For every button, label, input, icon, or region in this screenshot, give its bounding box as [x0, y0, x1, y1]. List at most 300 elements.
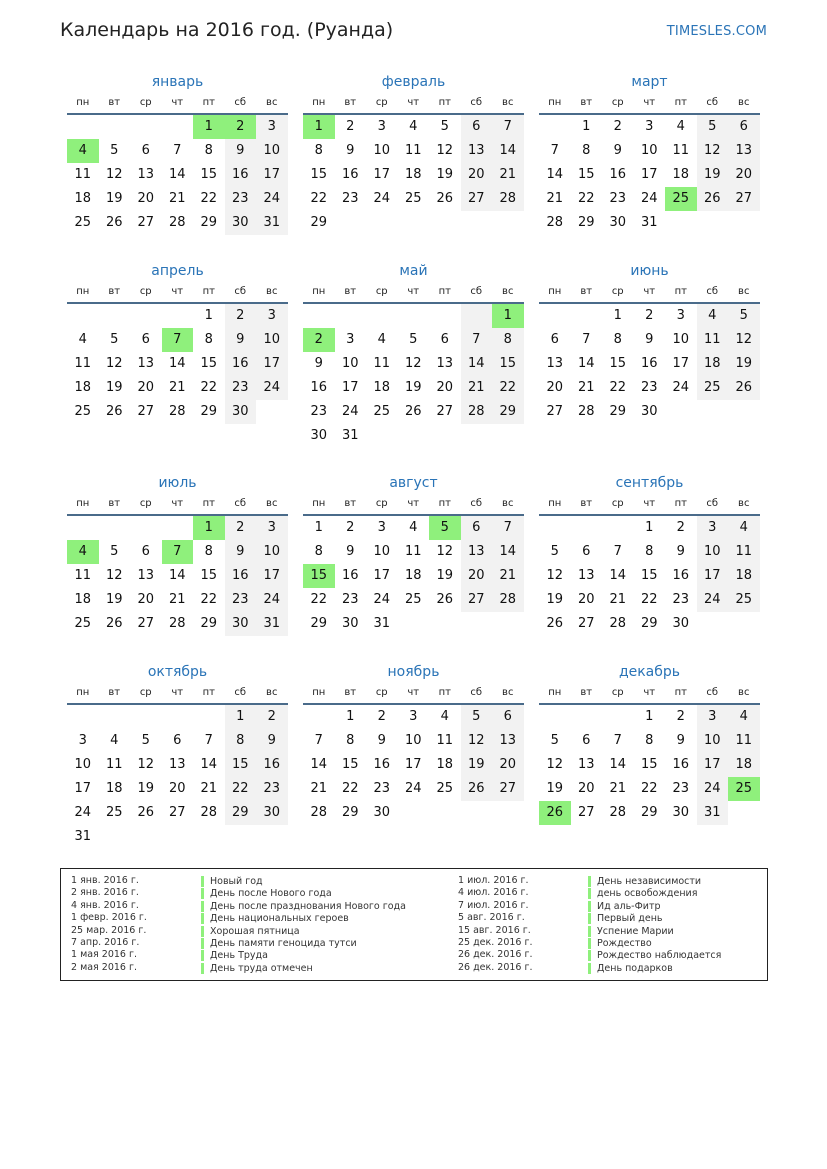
- day-cell: 20: [137, 592, 155, 607]
- day-cell: 2: [303, 328, 335, 352]
- day-cell: 28: [492, 187, 524, 211]
- holiday-date: 2 мая 2016 г.: [71, 961, 137, 973]
- day-cell: 13: [137, 568, 155, 583]
- day-cell: 16: [225, 564, 257, 588]
- holiday-name: День после празднования Нового года: [201, 901, 406, 912]
- day-cell: 14: [461, 352, 493, 376]
- holiday-date: 4 янв. 2016 г.: [71, 899, 139, 911]
- empty-cell: [130, 705, 162, 729]
- day-cell: 7: [613, 733, 622, 748]
- day-cell: 27: [492, 777, 524, 801]
- day-cell: 6: [141, 332, 150, 347]
- day-cell: 26: [728, 376, 760, 400]
- day-cell: 13: [436, 356, 454, 371]
- day-cell: 15: [609, 356, 627, 371]
- day-cell: 3: [697, 516, 729, 540]
- weekday-label: вт: [580, 687, 593, 698]
- day-cell: 9: [314, 356, 323, 371]
- day-cell: 7: [314, 733, 323, 748]
- day-cell: 18: [672, 167, 690, 182]
- day-cell: 1: [645, 520, 654, 535]
- day-cell: 7: [550, 143, 559, 158]
- day-cell: 26: [436, 191, 454, 206]
- holiday-date: 26 дек. 2016 г.: [458, 961, 533, 973]
- day-cell: 23: [256, 777, 288, 801]
- day-cell: 17: [256, 163, 288, 187]
- weekday-label: вт: [344, 286, 357, 297]
- day-cell: 31: [341, 428, 359, 443]
- day-cell: 20: [492, 753, 524, 777]
- empty-cell: [99, 705, 131, 729]
- day-cell: 19: [137, 781, 155, 796]
- day-cell: 2: [346, 520, 355, 535]
- day-cell: 6: [440, 332, 449, 347]
- holiday-date: 7 апр. 2016 г.: [71, 936, 140, 948]
- days-grid: [67, 516, 288, 636]
- day-cell: 19: [546, 592, 564, 607]
- day-cell: 28: [609, 616, 627, 631]
- day-cell: 12: [105, 356, 123, 371]
- holiday-date: 25 мар. 2016 г.: [71, 924, 147, 936]
- day-cell: 11: [672, 143, 690, 158]
- day-cell: 16: [609, 167, 627, 182]
- day-cell: 3: [697, 705, 729, 729]
- empty-cell: [429, 304, 461, 328]
- day-cell: 13: [577, 568, 595, 583]
- days-grid: [303, 516, 524, 636]
- day-cell: 16: [672, 568, 690, 583]
- day-cell: 24: [640, 191, 658, 206]
- weekday-label: пн: [312, 687, 326, 698]
- day-cell: 22: [200, 592, 218, 607]
- day-cell: 13: [461, 139, 493, 163]
- weekday-label: ср: [139, 97, 152, 108]
- month-block: [67, 260, 288, 424]
- day-cell: 18: [74, 592, 92, 607]
- day-cell: 20: [168, 781, 186, 796]
- weekday-header: [539, 494, 760, 516]
- day-cell: 3: [676, 308, 685, 323]
- holiday-date: 25 дек. 2016 г.: [458, 936, 533, 948]
- day-cell: 27: [728, 187, 760, 211]
- day-cell: 8: [645, 544, 654, 559]
- day-cell: 3: [645, 119, 654, 134]
- day-cell: 8: [204, 143, 213, 158]
- day-cell: 19: [105, 191, 123, 206]
- day-cell: 13: [461, 540, 493, 564]
- day-cell: 28: [168, 616, 186, 631]
- weekday-header: [539, 93, 760, 115]
- day-cell: 25: [697, 376, 729, 400]
- month-name: март: [631, 74, 668, 90]
- day-cell: 21: [200, 781, 218, 796]
- weekday-label: сб: [470, 286, 483, 297]
- day-cell: 17: [640, 167, 658, 182]
- day-cell: 30: [672, 616, 690, 631]
- days-grid: [303, 115, 524, 235]
- day-cell: 3: [409, 709, 418, 724]
- day-cell: 5: [110, 143, 119, 158]
- day-cell: 30: [225, 400, 257, 424]
- day-cell: 22: [577, 191, 595, 206]
- empty-cell: [398, 304, 430, 328]
- day-cell: 20: [728, 163, 760, 187]
- day-cell: 13: [546, 356, 564, 371]
- empty-cell: [162, 705, 194, 729]
- day-cell: 17: [404, 757, 422, 772]
- weekday-header: [539, 282, 760, 304]
- weekday-label: чт: [643, 97, 656, 108]
- day-cell: 22: [640, 592, 658, 607]
- day-cell: 26: [539, 801, 571, 825]
- day-cell: 25: [373, 404, 391, 419]
- day-cell: 13: [137, 167, 155, 182]
- day-cell: 20: [577, 781, 595, 796]
- day-cell: 15: [640, 757, 658, 772]
- day-cell: 29: [341, 805, 359, 820]
- day-cell: 16: [225, 352, 257, 376]
- day-cell: 26: [105, 404, 123, 419]
- day-cell: 30: [225, 211, 257, 235]
- day-cell: 25: [74, 616, 92, 631]
- day-cell: 17: [256, 352, 288, 376]
- day-cell: 4: [409, 119, 418, 134]
- day-cell: 12: [105, 167, 123, 182]
- holiday-date: 15 авг. 2016 г.: [458, 924, 531, 936]
- day-cell: 14: [609, 757, 627, 772]
- weekday-label: пт: [438, 498, 451, 509]
- day-cell: 11: [74, 356, 92, 371]
- empty-cell: [303, 304, 335, 328]
- month-name: август: [389, 475, 438, 491]
- day-cell: 31: [640, 215, 658, 230]
- month-name: октябрь: [147, 664, 208, 680]
- day-cell: 30: [341, 616, 359, 631]
- weekday-label: чт: [171, 498, 184, 509]
- day-cell: 8: [613, 332, 622, 347]
- empty-cell: [303, 705, 335, 729]
- day-cell: 17: [697, 753, 729, 777]
- month-name: сентябрь: [615, 475, 684, 491]
- weekday-label: сб: [234, 97, 247, 108]
- weekday-label: ср: [611, 687, 624, 698]
- day-cell: 27: [137, 616, 155, 631]
- empty-cell: [602, 705, 634, 729]
- day-cell: 16: [672, 757, 690, 772]
- weekday-label: пн: [548, 97, 562, 108]
- day-cell: 9: [256, 729, 288, 753]
- day-cell: 17: [256, 564, 288, 588]
- empty-cell: [99, 115, 131, 139]
- days-grid: [67, 705, 288, 849]
- holiday-date: 2 янв. 2016 г.: [71, 887, 139, 899]
- weekday-header: [67, 93, 288, 115]
- day-cell: 5: [550, 733, 559, 748]
- day-cell: 24: [256, 376, 288, 400]
- weekday-label: вс: [738, 97, 750, 108]
- day-cell: 10: [373, 143, 391, 158]
- empty-cell: [99, 516, 131, 540]
- day-cell: 12: [728, 328, 760, 352]
- weekday-label: ср: [375, 498, 388, 509]
- day-cell: 24: [373, 191, 391, 206]
- month-block: [67, 472, 288, 636]
- day-cell: 17: [373, 167, 391, 182]
- day-cell: 15: [225, 753, 257, 777]
- holiday-name: День национальных героев: [201, 913, 349, 924]
- day-cell: 20: [577, 592, 595, 607]
- day-cell: 29: [225, 801, 257, 825]
- day-cell: 15: [303, 564, 335, 588]
- day-cell: 9: [225, 540, 257, 564]
- day-cell: 8: [645, 733, 654, 748]
- day-cell: 14: [492, 540, 524, 564]
- day-cell: 27: [577, 616, 595, 631]
- day-cell: 24: [373, 592, 391, 607]
- day-cell: 11: [105, 757, 123, 772]
- empty-cell: [67, 304, 99, 328]
- day-cell: 19: [461, 753, 493, 777]
- day-cell: 1: [303, 115, 335, 139]
- weekday-label: ср: [611, 286, 624, 297]
- weekday-label: вт: [344, 498, 357, 509]
- day-cell: 15: [200, 568, 218, 583]
- day-cell: 1: [582, 119, 591, 134]
- day-cell: 26: [697, 187, 729, 211]
- day-cell: 17: [672, 356, 690, 371]
- empty-cell: [130, 304, 162, 328]
- month-block: [303, 71, 524, 235]
- weekday-label: чт: [171, 687, 184, 698]
- day-cell: 17: [697, 564, 729, 588]
- day-cell: 10: [256, 139, 288, 163]
- day-cell: 19: [404, 380, 422, 395]
- day-cell: 27: [546, 404, 564, 419]
- weekday-header: [539, 683, 760, 705]
- day-cell: 5: [440, 119, 449, 134]
- day-cell: 20: [546, 380, 564, 395]
- day-cell: 7: [492, 516, 524, 540]
- day-cell: 24: [697, 777, 729, 801]
- month-name: апрель: [151, 263, 204, 279]
- day-cell: 28: [546, 215, 564, 230]
- weekday-label: вт: [344, 97, 357, 108]
- holiday-name: день освобождения: [588, 888, 697, 899]
- day-cell: 7: [461, 328, 493, 352]
- day-cell: 25: [728, 588, 760, 612]
- day-cell: 16: [225, 163, 257, 187]
- day-cell: 24: [256, 588, 288, 612]
- day-cell: 17: [373, 568, 391, 583]
- day-cell: 2: [256, 705, 288, 729]
- weekday-label: ср: [375, 286, 388, 297]
- day-cell: 16: [640, 356, 658, 371]
- day-cell: 7: [204, 733, 213, 748]
- weekday-label: чт: [171, 286, 184, 297]
- day-cell: 11: [728, 540, 760, 564]
- day-cell: 19: [436, 167, 454, 182]
- days-grid: [303, 304, 524, 448]
- day-cell: 6: [461, 115, 493, 139]
- day-cell: 6: [492, 705, 524, 729]
- day-cell: 29: [200, 616, 218, 631]
- day-cell: 21: [609, 592, 627, 607]
- day-cell: 13: [728, 139, 760, 163]
- weekday-label: сб: [706, 687, 719, 698]
- day-cell: 10: [697, 729, 729, 753]
- day-cell: 28: [168, 215, 186, 230]
- empty-cell: [602, 516, 634, 540]
- day-cell: 6: [582, 733, 591, 748]
- day-cell: 31: [373, 616, 391, 631]
- day-cell: 11: [404, 544, 422, 559]
- day-cell: 4: [728, 516, 760, 540]
- weekday-label: пт: [202, 286, 215, 297]
- day-cell: 27: [577, 805, 595, 820]
- weekday-label: вс: [738, 687, 750, 698]
- day-cell: 21: [461, 376, 493, 400]
- day-cell: 1: [314, 520, 323, 535]
- day-cell: 23: [640, 380, 658, 395]
- day-cell: 29: [640, 805, 658, 820]
- day-cell: 29: [310, 215, 328, 230]
- day-cell: 9: [377, 733, 386, 748]
- day-cell: 26: [105, 616, 123, 631]
- empty-cell: [162, 516, 194, 540]
- day-cell: 7: [613, 544, 622, 559]
- brand-link[interactable]: TIMESLES.COM: [666, 24, 767, 39]
- days-grid: [539, 115, 760, 235]
- day-cell: 9: [613, 143, 622, 158]
- month-name: май: [399, 263, 428, 279]
- day-cell: 16: [341, 568, 359, 583]
- holiday-name: Хорошая пятница: [201, 926, 300, 937]
- day-cell: 15: [492, 352, 524, 376]
- day-cell: 7: [582, 332, 591, 347]
- day-cell: 5: [110, 544, 119, 559]
- day-cell: 18: [74, 380, 92, 395]
- empty-cell: [67, 516, 99, 540]
- holiday-name: День труда отмечен: [201, 963, 313, 974]
- weekday-label: пт: [202, 498, 215, 509]
- day-cell: 3: [256, 115, 288, 139]
- day-cell: 2: [613, 119, 622, 134]
- weekday-header: [303, 282, 524, 304]
- weekday-header: [303, 494, 524, 516]
- day-cell: 15: [577, 167, 595, 182]
- empty-cell: [539, 516, 571, 540]
- day-cell: 31: [697, 801, 729, 825]
- day-cell: 1: [193, 516, 225, 540]
- day-cell: 19: [105, 380, 123, 395]
- day-cell: 4: [67, 139, 99, 163]
- month-block: [303, 661, 524, 825]
- day-cell: 9: [676, 733, 685, 748]
- day-cell: 7: [162, 328, 194, 352]
- weekday-label: пт: [674, 286, 687, 297]
- day-cell: 22: [200, 380, 218, 395]
- day-cell: 9: [346, 143, 355, 158]
- days-grid: [539, 705, 760, 825]
- day-cell: 25: [404, 191, 422, 206]
- day-cell: 26: [436, 592, 454, 607]
- day-cell: 30: [672, 805, 690, 820]
- day-cell: 8: [204, 544, 213, 559]
- day-cell: 11: [373, 356, 391, 371]
- weekday-label: вт: [108, 286, 121, 297]
- day-cell: 10: [74, 757, 92, 772]
- day-cell: 21: [492, 564, 524, 588]
- holiday-date: 7 июл. 2016 г.: [458, 899, 529, 911]
- day-cell: 7: [492, 115, 524, 139]
- day-cell: 15: [341, 757, 359, 772]
- day-cell: 13: [168, 757, 186, 772]
- day-cell: 29: [609, 404, 627, 419]
- weekday-label: вс: [502, 97, 514, 108]
- day-cell: 23: [341, 592, 359, 607]
- weekday-label: сб: [706, 498, 719, 509]
- weekday-label: вт: [108, 97, 121, 108]
- day-cell: 1: [193, 115, 225, 139]
- day-cell: 8: [582, 143, 591, 158]
- day-cell: 6: [550, 332, 559, 347]
- day-cell: 21: [168, 191, 186, 206]
- days-grid: [539, 516, 760, 636]
- weekday-label: ср: [611, 97, 624, 108]
- day-cell: 3: [377, 520, 386, 535]
- day-cell: 23: [225, 588, 257, 612]
- day-cell: 5: [409, 332, 418, 347]
- holiday-name: Первый день: [588, 913, 663, 924]
- day-cell: 13: [492, 729, 524, 753]
- weekday-label: вс: [266, 286, 278, 297]
- days-grid: [303, 705, 524, 825]
- weekday-label: чт: [407, 97, 420, 108]
- empty-cell: [571, 304, 603, 328]
- day-cell: 29: [200, 404, 218, 419]
- day-cell: 15: [640, 568, 658, 583]
- day-cell: 22: [310, 592, 328, 607]
- empty-cell: [67, 115, 99, 139]
- day-cell: 14: [577, 356, 595, 371]
- weekday-label: чт: [643, 286, 656, 297]
- holiday-date: 1 янв. 2016 г.: [71, 875, 139, 886]
- day-cell: 10: [404, 733, 422, 748]
- day-cell: 18: [728, 564, 760, 588]
- holiday-date: 26 дек. 2016 г.: [458, 949, 533, 961]
- day-cell: 29: [577, 215, 595, 230]
- day-cell: 24: [404, 781, 422, 796]
- weekday-label: пн: [548, 286, 562, 297]
- empty-cell: [162, 115, 194, 139]
- day-cell: 19: [105, 592, 123, 607]
- day-cell: 25: [665, 187, 697, 211]
- day-cell: 21: [168, 592, 186, 607]
- day-cell: 21: [609, 781, 627, 796]
- day-cell: 11: [74, 167, 92, 182]
- day-cell: 2: [225, 516, 257, 540]
- empty-cell: [162, 304, 194, 328]
- holiday-name: Рождество: [588, 938, 652, 949]
- day-cell: 8: [314, 143, 323, 158]
- day-cell: 13: [137, 356, 155, 371]
- day-cell: 27: [137, 404, 155, 419]
- day-cell: 27: [436, 404, 454, 419]
- day-cell: 19: [436, 568, 454, 583]
- weekday-label: вс: [502, 286, 514, 297]
- empty-cell: [571, 516, 603, 540]
- day-cell: 10: [341, 356, 359, 371]
